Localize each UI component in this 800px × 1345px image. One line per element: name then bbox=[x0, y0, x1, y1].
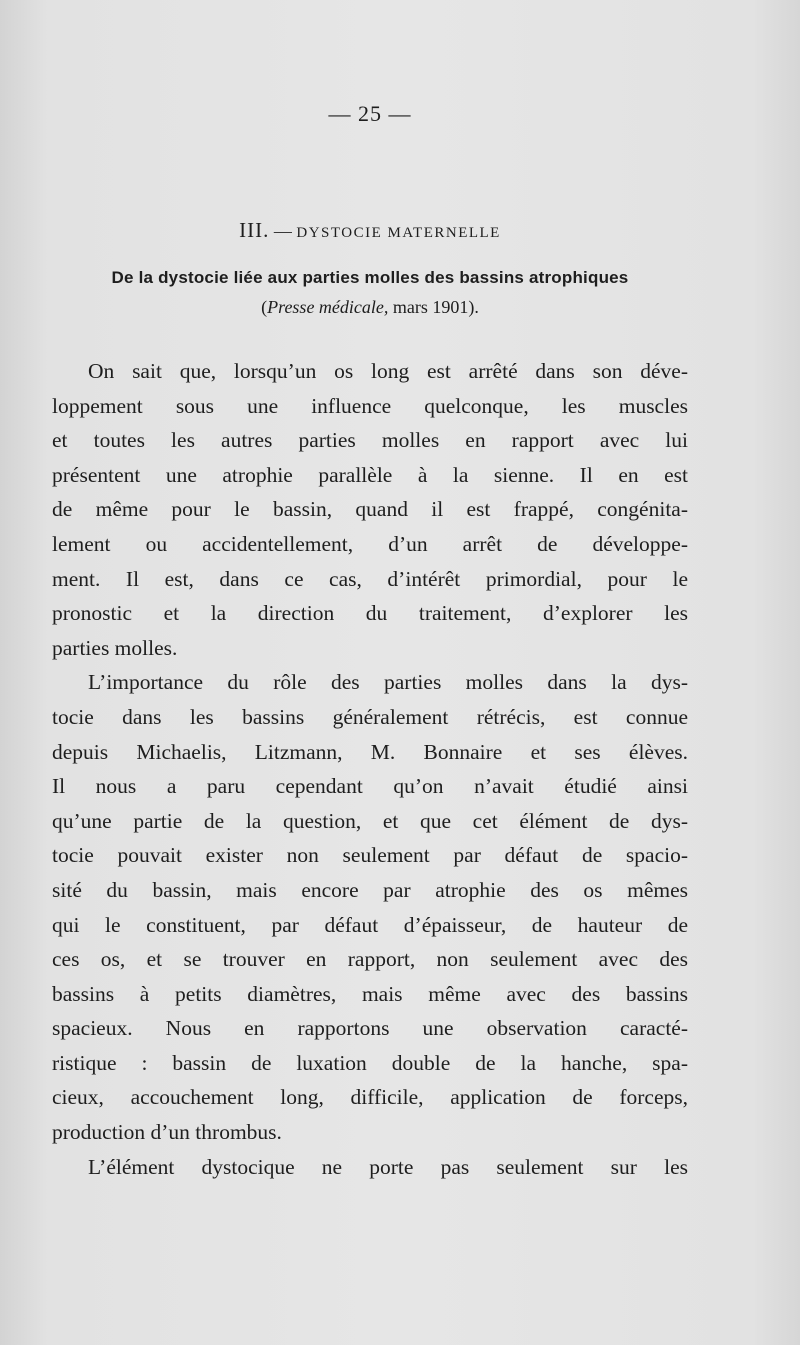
citation-journal: Presse médicale, bbox=[267, 297, 389, 317]
text-line: On sait que, lorsqu’un os long est arrêté dans son déve- bbox=[88, 359, 688, 383]
paragraph bbox=[52, 665, 688, 1149]
section-title: DYSTOCIE MATERNELLE bbox=[296, 225, 501, 241]
page-number: — 25 — bbox=[328, 101, 412, 126]
paragraph bbox=[52, 1150, 688, 1185]
citation-open-paren: ( bbox=[261, 297, 268, 317]
text-line: bassins à petits diamètres, mais même avec des bassins bbox=[52, 981, 688, 1006]
text-line: qu’une partie de la question, et que cet élément de dys- bbox=[52, 808, 688, 833]
text-line: pronostic et la direction du traitement, d’explorer les bbox=[52, 601, 688, 626]
text-line: loppement sous une influence quelconque, les muscles bbox=[52, 393, 688, 418]
section-numeral: III. bbox=[239, 218, 270, 242]
article-title: De la dystocie liée aux parties molles des bassins atrophiques bbox=[111, 268, 629, 287]
text-line: depuis Michaelis, Litzmann, M. Bonnaire et ses élèves. bbox=[52, 739, 688, 764]
text-line: de même pour le bassin, quand il est frappé, congénita- bbox=[52, 497, 688, 522]
text-line: cieux, accouchement long, difficile, application de forceps, bbox=[52, 1085, 688, 1110]
text-line: lement ou accidentellement, d’un arrêt de développe- bbox=[52, 531, 688, 556]
citation bbox=[0, 297, 740, 318]
text-line: tocie pouvait exister non seulement par défaut de spacio- bbox=[52, 843, 688, 868]
text-line: spacieux. Nous en rapportons une observation caracté- bbox=[52, 1016, 688, 1041]
text-line: sité du bassin, mais encore par atrophie des os mêmes bbox=[52, 877, 688, 902]
text-line: parties molles. bbox=[52, 635, 178, 660]
text-line: tocie dans les bassins généralement rétrécis, est connue bbox=[52, 704, 688, 729]
text-line: L’importance du rôle des parties molles dans la dys- bbox=[88, 670, 688, 695]
paragraph bbox=[52, 354, 688, 665]
text-line: L’élément dystocique ne porte pas seulement sur les bbox=[88, 1154, 688, 1179]
citation-date: mars 1901). bbox=[388, 297, 479, 317]
text-line: présentent une atrophie parallèle à la sienne. Il en est bbox=[52, 462, 688, 487]
text-line: et toutes les autres parties molles en rapport avec lui bbox=[52, 428, 688, 453]
text-line: ristique : bassin de luxation double de la hanche, spa- bbox=[52, 1050, 688, 1075]
text-line: ces os, et se trouver en rapport, non seulement avec des bbox=[52, 947, 688, 972]
text-line: ment. Il est, dans ce cas, d’intérêt primordial, pour le bbox=[52, 566, 688, 591]
text-line: Il nous a paru cependant qu’on n’avait étudié ainsi bbox=[52, 774, 688, 799]
section-heading bbox=[0, 218, 740, 243]
text-line: qui le constituent, par défaut d’épaisseur, de hauteur de bbox=[52, 912, 688, 937]
body-text bbox=[52, 354, 688, 1184]
text-line: production d’un thrombus. bbox=[52, 1120, 282, 1145]
section-dash: — bbox=[273, 221, 292, 241]
